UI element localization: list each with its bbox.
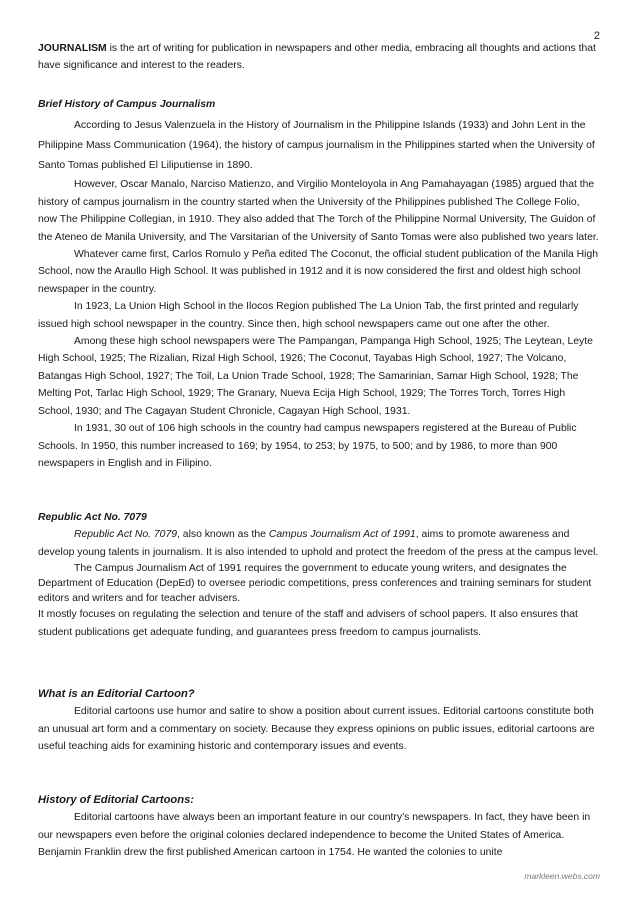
intro-text: is the art of writing for publication in newspapers and other media, embracing all thoughts and actions that have significance and interest to the readers.	[38, 43, 596, 72]
history-section	[38, 96, 600, 472]
cartoon-heading: What is an Editorial Cartoon?	[38, 688, 195, 700]
cartoon-history-paragraph: Editorial cartoons have always been an important feature in our country’s newspapers. In fact, they have been in our newspapers even before the original colonies declared independence to become the United States of America. Benjamin Franklin drew the first published American cartoon in 1754. He wanted the colonies to unite	[38, 812, 591, 859]
ra7079-paragraph	[38, 526, 600, 561]
intro-paragraph	[38, 40, 600, 75]
ra7079-paragraph: It mostly focuses on regulating the selection and tenure of the staff and advisers of school papers. It also ensures that student publications get adequate funding, and guarantees press freedom to campus journalists.	[38, 609, 578, 638]
ra7079-heading: Republic Act No. 7079	[38, 512, 147, 523]
ra7079-text: , also known as the	[177, 529, 269, 541]
ra7079-text: , aims to promote awareness and develop young talents in journalism. It is also intended to uphold and protect the freedom of the press at the campus level.	[38, 529, 599, 558]
journalism-term: JOURNALISM	[38, 43, 107, 54]
ra7079-title: Republic Act No. 7079	[74, 529, 178, 541]
history-paragraph: However, Oscar Manalo, Narciso Matienzo, and Virgilio Monteloyola in Ang Pamahayagan (1985) argued that the history of campus journalism in the country started when the University of the Philippines published The College Folio, now The Philippine Collegian, in 1910. They also added that The Torch of the Philippine Normal University, The Guidon of the Ateneo de Manila University, and The Varsitarian of the University of Santo Tomas were also published two years later.	[38, 179, 599, 243]
cartoon-section	[38, 686, 600, 756]
page-number: 2	[593, 30, 600, 42]
history-paragraph: In 1931, 30 out of 106 high schools in the country had campus newspapers registered at the Bureau of Public Schools. In 1950, this number increased to 169; by 1954, to 253; by 1975, to 500; and by 1986, to more than 900 newspapers in English and in Filipino.	[38, 423, 577, 469]
cartoon-paragraph: Editorial cartoons use humor and satire to show a position about current issues. Editorial cartoons constitute both an unusual art form and a commentary on society. Because they express opinions on public issues, editorial cartoons are useful teaching aids for examining historic and contemporary issues and events.	[38, 706, 595, 753]
history-paragraph: Among these high school newspapers were The Pampangan, Pampanga High School, 1925; The Leytean, Leyte High School, 1925; The Rizalian, Rizal High School, 1926; The Coconut, Tayabas High School, 1927; The Volcano, Batangas High School, 1927; The Toil, La Union Trade School, 1928; The Samarinian, Samar High School, 1928; The Melting Pot, Tarlac High School, 1929; The Granary, Nueva Ecija High School, 1929; The Torres Torch, Torres High School, 1930; and The Cagayan Student Chronicle, Cagayan High School, 1931.	[38, 336, 593, 417]
history-paragraph: According to Jesus Valenzuela in the History of Journalism in the Philippine Islands (1933) and John Lent in the Philippine Mass Communication (1964), the history of campus journalism in the Philippines started when the University of Santo Tomas published El Liliputiense in 1890.	[38, 120, 595, 172]
ra7079-paragraph: The Campus Journalism Act of 1991 requires the government to educate young writers, and designates the Department of Education (DepEd) to oversee periodic competitions, press conferences and training seminars for student editors and writers and for teacher advisers.	[38, 563, 592, 605]
footer-url: markleen.webs.com	[524, 871, 600, 881]
cartoon-history-section	[38, 792, 600, 862]
history-heading: Brief History of Campus Journalism	[38, 99, 216, 110]
history-paragraph: In 1923, La Union High School in the Ilocos Region published The La Union Tab, the first printed and regularly issued high school newspaper in the country. Since then, high school newspapers came out one after the other.	[38, 301, 579, 330]
cartoon-history-heading: History of Editorial Cartoons:	[38, 794, 195, 806]
ra7079-act-name: Campus Journalism Act of 1991	[268, 529, 416, 541]
history-paragraph: Whatever came first, Carlos Romulo y Peña edited The Coconut, the official student publication of the Manila High School, now the Araullo High School. It was published in 1912 and it is now considered the first and oldest high school newspaper in the country.	[38, 249, 599, 295]
ra7079-section	[38, 509, 600, 641]
